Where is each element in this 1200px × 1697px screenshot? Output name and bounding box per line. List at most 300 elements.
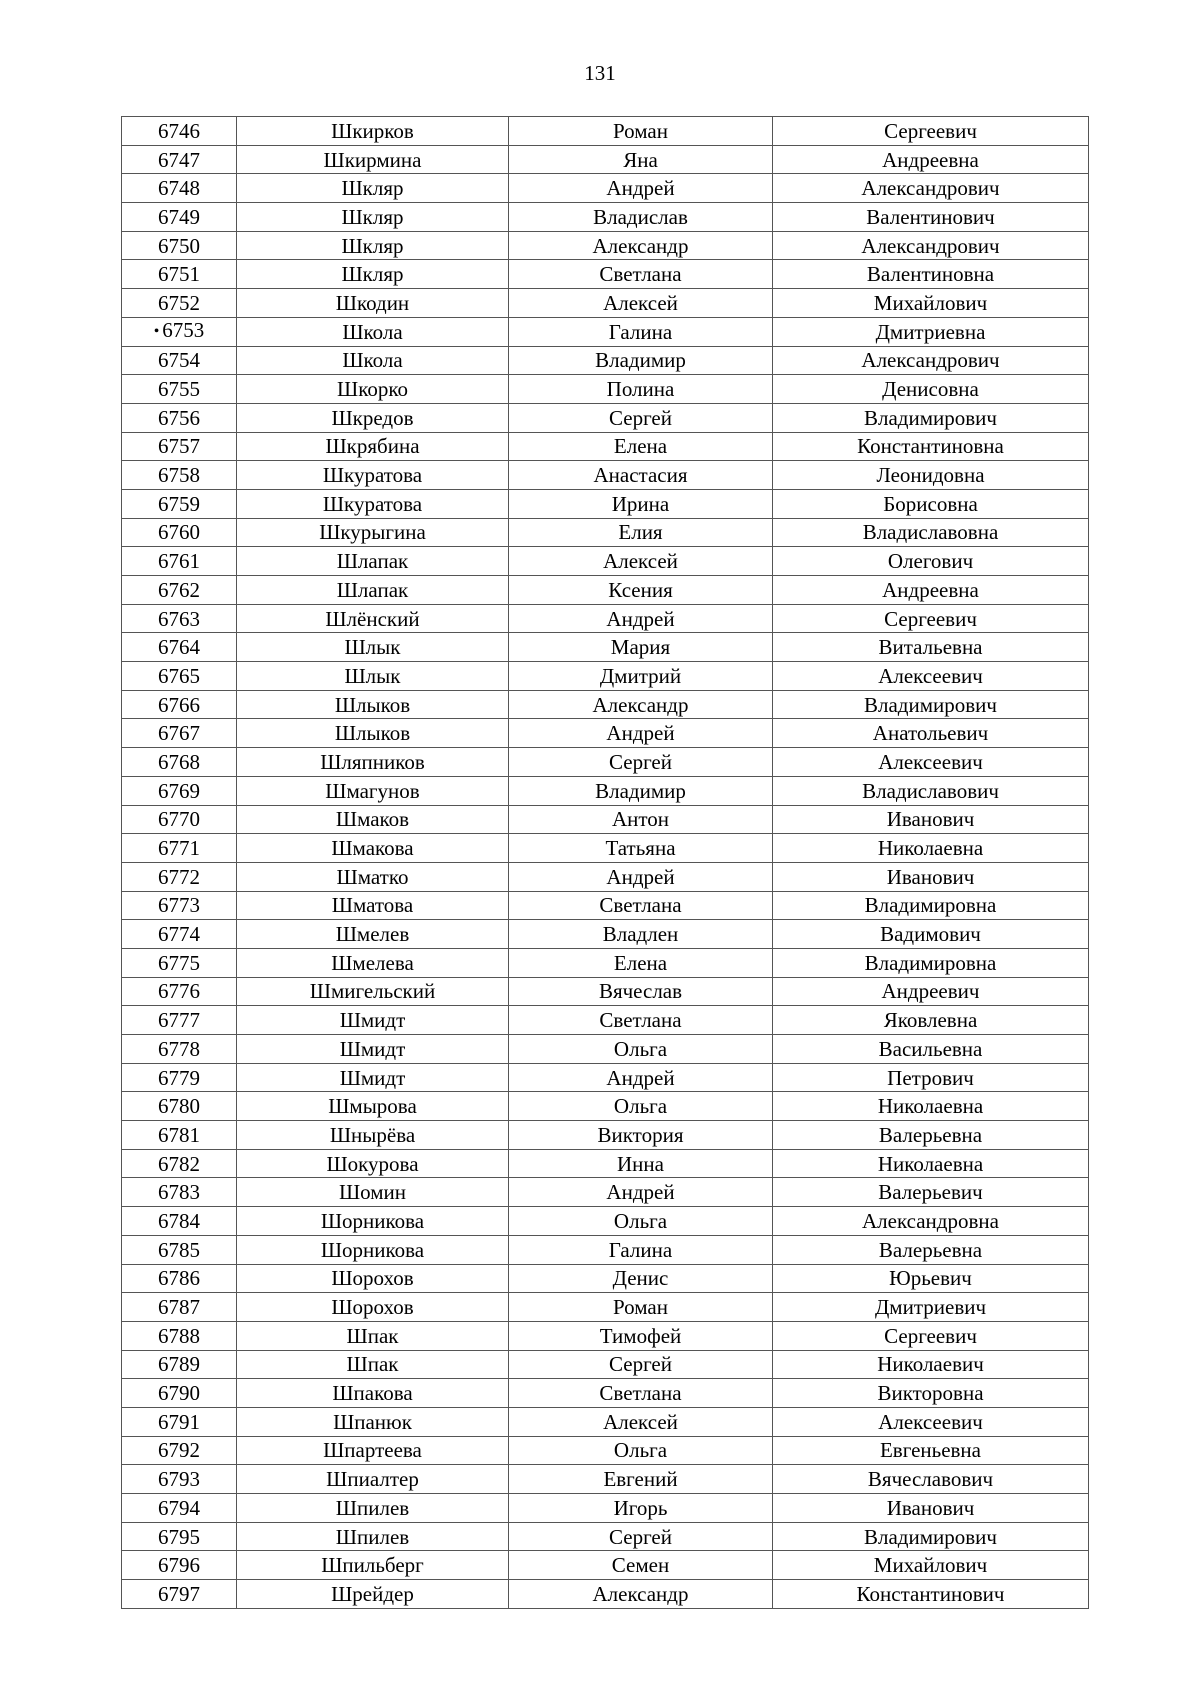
- first-name-text: Полина: [606, 377, 675, 402]
- first-name-cell: [509, 203, 773, 232]
- first-name-cell: [509, 489, 773, 518]
- table-row: [122, 346, 1089, 375]
- first-name-cell: [509, 891, 773, 920]
- patronymic-text: Викторовна: [877, 1381, 984, 1406]
- first-name-cell: [509, 260, 773, 289]
- patronymic-text: Владимирович: [864, 405, 997, 430]
- patronymic-cell: [773, 662, 1089, 691]
- row-number-cell: [122, 174, 237, 203]
- last-name-cell: [237, 576, 509, 605]
- table-row: [122, 1207, 1089, 1236]
- row-number-cell: [122, 920, 237, 949]
- first-name-cell: [509, 1407, 773, 1436]
- row-number-cell: [122, 776, 237, 805]
- last-name-cell: [237, 1407, 509, 1436]
- row-number-cell: [122, 862, 237, 891]
- patronymic-cell: [773, 1350, 1089, 1379]
- table-row: [122, 1092, 1089, 1121]
- row-number-cell: [122, 690, 237, 719]
- last-name-text: Шмырова: [328, 1094, 417, 1119]
- patronymic-text: Дмитриевна: [875, 319, 986, 344]
- row-number-cell: [122, 805, 237, 834]
- row-number-text: 6781: [158, 1122, 200, 1147]
- patronymic-cell: [773, 1235, 1089, 1264]
- first-name-cell: [509, 346, 773, 375]
- patronymic-cell: [773, 117, 1089, 146]
- first-name-text: Ксения: [608, 577, 673, 602]
- table-row: [122, 203, 1089, 232]
- patronymic-text: Михайлович: [873, 290, 988, 315]
- patronymic-text: Евгеньевна: [879, 1438, 981, 1463]
- last-name-text: Шорникова: [320, 1237, 425, 1262]
- last-name-text: Шомин: [338, 1180, 407, 1205]
- last-name-cell: [237, 1436, 509, 1465]
- patronymic-text: Александровна: [862, 1208, 999, 1233]
- table-row: [122, 1580, 1089, 1609]
- first-name-text: Сергей: [609, 749, 672, 774]
- table-row: [122, 834, 1089, 863]
- name-roster-table: [121, 116, 1089, 1609]
- first-name-text: Татьяна: [605, 836, 676, 861]
- patronymic-text: Константиновна: [857, 434, 1004, 459]
- table-row: [122, 289, 1089, 318]
- patronymic-text: Николаевна: [877, 1094, 984, 1119]
- table-row: [122, 174, 1089, 203]
- row-number-text: 6767: [158, 721, 200, 746]
- row-number-text: 6795: [158, 1524, 200, 1549]
- row-number-cell: [122, 489, 237, 518]
- last-name-cell: [237, 1522, 509, 1551]
- first-name-text: Елена: [613, 950, 668, 975]
- patronymic-text: Иванович: [886, 807, 975, 832]
- row-number-cell: [122, 891, 237, 920]
- table-row: [122, 805, 1089, 834]
- patronymic-cell: [773, 576, 1089, 605]
- table-row: [122, 489, 1089, 518]
- first-name-text: Сергей: [609, 1524, 672, 1549]
- row-number-text: 6746: [158, 118, 200, 143]
- patronymic-text: Александрович: [861, 176, 1000, 201]
- first-name-cell: [509, 977, 773, 1006]
- first-name-text: Светлана: [599, 1008, 682, 1033]
- row-number-text: 6779: [158, 1065, 200, 1090]
- patronymic-cell: [773, 203, 1089, 232]
- table-row: [122, 1035, 1089, 1064]
- first-name-text: Сергей: [609, 1352, 672, 1377]
- last-name-text: Шкодин: [335, 290, 410, 315]
- row-number-cell: [122, 518, 237, 547]
- patronymic-cell: [773, 1293, 1089, 1322]
- row-number-cell: [122, 1235, 237, 1264]
- patronymic-text: Владиславовна: [862, 520, 999, 545]
- table-row: [122, 576, 1089, 605]
- table-row: [122, 719, 1089, 748]
- row-number-text: 6776: [158, 979, 200, 1004]
- table-row: [122, 633, 1089, 662]
- patronymic-cell: [773, 1264, 1089, 1293]
- row-number-text: 6751: [158, 262, 200, 287]
- first-name-text: Сергей: [609, 405, 672, 430]
- row-number-cell: [122, 748, 237, 777]
- row-number-cell: [122, 1494, 237, 1523]
- table-row: [122, 662, 1089, 691]
- first-name-cell: [509, 1494, 773, 1523]
- row-number-text: 6790: [158, 1381, 200, 1406]
- first-name-text: Ольга: [613, 1438, 668, 1463]
- row-number-cell: [122, 1580, 237, 1609]
- row-number-text: 6763: [158, 606, 200, 631]
- patronymic-text: Анатольевич: [872, 721, 989, 746]
- patronymic-cell: [773, 719, 1089, 748]
- last-name-text: Шлапак: [336, 577, 409, 602]
- patronymic-cell: [773, 375, 1089, 404]
- table-row: [122, 1379, 1089, 1408]
- first-name-cell: [509, 1063, 773, 1092]
- first-name-text: Владлен: [602, 922, 679, 947]
- table-row: [122, 1551, 1089, 1580]
- row-number-cell: [122, 1264, 237, 1293]
- table-row: [122, 518, 1089, 547]
- patronymic-text: Александрович: [861, 348, 1000, 373]
- last-name-text: Шкуратова: [322, 491, 423, 516]
- row-number-cell: [122, 289, 237, 318]
- row-number-text: 6747: [158, 147, 200, 172]
- row-number-cell: [122, 834, 237, 863]
- row-number-text: 6794: [158, 1495, 200, 1520]
- patronymic-text: Алексеевич: [878, 1409, 983, 1434]
- row-number-cell: [122, 1121, 237, 1150]
- last-name-cell: [237, 805, 509, 834]
- first-name-cell: [509, 1580, 773, 1609]
- patronymic-cell: [773, 403, 1089, 432]
- patronymic-cell: [773, 1063, 1089, 1092]
- row-number-text: 6760: [158, 520, 200, 545]
- row-number-cell: [122, 1149, 237, 1178]
- row-number-text: 6754: [158, 348, 200, 373]
- last-name-cell: [237, 776, 509, 805]
- first-name-text: Андрей: [606, 864, 675, 889]
- patronymic-text: Сергеевич: [884, 1323, 977, 1348]
- table-row: [122, 862, 1089, 891]
- patronymic-cell: [773, 1522, 1089, 1551]
- first-name-cell: [509, 289, 773, 318]
- last-name-text: Шмигельский: [309, 979, 436, 1004]
- first-name-cell: [509, 174, 773, 203]
- patronymic-cell: [773, 805, 1089, 834]
- last-name-cell: [237, 145, 509, 174]
- row-number-cell: [122, 633, 237, 662]
- last-name-cell: [237, 1494, 509, 1523]
- row-number-text: 6784: [158, 1208, 200, 1233]
- first-name-cell: [509, 1207, 773, 1236]
- patronymic-text: Яковлевна: [883, 1008, 978, 1033]
- row-number-cell: [122, 231, 237, 260]
- first-name-cell: [509, 518, 773, 547]
- row-number-text: 6766: [158, 692, 200, 717]
- last-name-text: Шпак: [346, 1352, 399, 1377]
- last-name-cell: [237, 834, 509, 863]
- patronymic-text: Владимирович: [864, 692, 997, 717]
- patronymic-text: Андреевна: [882, 577, 979, 602]
- patronymic-text: Владимировна: [864, 893, 997, 918]
- first-name-cell: [509, 690, 773, 719]
- patronymic-cell: [773, 1379, 1089, 1408]
- first-name-text: Светлана: [599, 1381, 682, 1406]
- last-name-text: Шпанюк: [333, 1409, 412, 1434]
- last-name-cell: [237, 1293, 509, 1322]
- last-name-cell: [237, 203, 509, 232]
- first-name-text: Вячеслав: [598, 979, 683, 1004]
- table-row: [122, 1121, 1089, 1150]
- last-name-text: Шпильберг: [321, 1553, 424, 1578]
- patronymic-cell: [773, 547, 1089, 576]
- last-name-text: Шлыков: [334, 721, 411, 746]
- row-number-cell: [122, 1522, 237, 1551]
- row-number-text: 6775: [158, 950, 200, 975]
- row-number-cell: [122, 1063, 237, 1092]
- patronymic-cell: [773, 231, 1089, 260]
- first-name-text: Светлана: [599, 262, 682, 287]
- patronymic-cell: [773, 920, 1089, 949]
- patronymic-text: Валерьевна: [878, 1237, 983, 1262]
- first-name-cell: [509, 1321, 773, 1350]
- first-name-text: Галина: [608, 319, 673, 344]
- row-number-text: 6780: [158, 1094, 200, 1119]
- table-row: [122, 776, 1089, 805]
- patronymic-cell: [773, 891, 1089, 920]
- last-name-text: Шмелев: [335, 922, 410, 947]
- row-number-text: 6787: [158, 1295, 200, 1320]
- last-name-text: Шнырёва: [329, 1122, 416, 1147]
- first-name-text: Алексей: [603, 290, 678, 315]
- last-name-cell: [237, 662, 509, 691]
- table-row: [122, 432, 1089, 461]
- first-name-cell: [509, 948, 773, 977]
- last-name-text: Шмакова: [331, 836, 414, 861]
- row-number-cell: [122, 719, 237, 748]
- row-number-text: 6761: [158, 549, 200, 574]
- row-number-text: 6771: [158, 836, 200, 861]
- last-name-cell: [237, 633, 509, 662]
- bullet-mark: •: [153, 323, 160, 341]
- patronymic-text: Витальевна: [878, 635, 983, 660]
- last-name-text: Шматова: [331, 893, 414, 918]
- table-row: [122, 1436, 1089, 1465]
- last-name-text: Шмидт: [339, 1008, 406, 1033]
- patronymic-cell: [773, 346, 1089, 375]
- last-name-text: Шкляр: [341, 262, 404, 287]
- first-name-cell: [509, 1149, 773, 1178]
- last-name-cell: [237, 1379, 509, 1408]
- first-name-text: Андрей: [606, 606, 675, 631]
- last-name-text: Шпак: [346, 1323, 399, 1348]
- row-number-cell: [122, 461, 237, 490]
- patronymic-cell: [773, 776, 1089, 805]
- row-number-text: 6796: [158, 1553, 200, 1578]
- first-name-cell: [509, 662, 773, 691]
- patronymic-cell: [773, 1092, 1089, 1121]
- first-name-cell: [509, 1350, 773, 1379]
- last-name-text: Шмагунов: [325, 778, 420, 803]
- patronymic-cell: [773, 1035, 1089, 1064]
- row-number-cell: [122, 203, 237, 232]
- row-number-text: 6757: [158, 434, 200, 459]
- first-name-cell: [509, 862, 773, 891]
- row-number-cell: [122, 604, 237, 633]
- patronymic-text: Алексеевич: [878, 749, 983, 774]
- first-name-text: Ольга: [613, 1036, 668, 1061]
- first-name-cell: [509, 432, 773, 461]
- patronymic-cell: [773, 862, 1089, 891]
- row-number-cell: [122, 375, 237, 404]
- table-row: [122, 1522, 1089, 1551]
- last-name-text: Шляпников: [320, 749, 425, 774]
- last-name-text: Шматко: [336, 864, 409, 889]
- table-row: [122, 1350, 1089, 1379]
- last-name-cell: [237, 1321, 509, 1350]
- row-number-cell: [122, 346, 237, 375]
- row-number-text: 6756: [158, 405, 200, 430]
- patronymic-text: Александрович: [861, 233, 1000, 258]
- last-name-text: Шпакова: [332, 1381, 413, 1406]
- first-name-cell: [509, 1436, 773, 1465]
- patronymic-text: Владимирович: [864, 1524, 997, 1549]
- table-row: [122, 403, 1089, 432]
- last-name-cell: [237, 403, 509, 432]
- last-name-cell: [237, 289, 509, 318]
- patronymic-cell: [773, 690, 1089, 719]
- patronymic-cell: [773, 145, 1089, 174]
- patronymic-text: Борисовна: [883, 491, 978, 516]
- table-row: [122, 461, 1089, 490]
- table-row: [122, 948, 1089, 977]
- first-name-cell: [509, 1178, 773, 1207]
- last-name-text: Шокурова: [326, 1151, 419, 1176]
- row-number-text: 6785: [158, 1237, 200, 1262]
- patronymic-cell: [773, 1407, 1089, 1436]
- first-name-text: Андрей: [606, 721, 675, 746]
- patronymic-text: Денисовна: [882, 377, 979, 402]
- first-name-text: Алексей: [603, 549, 678, 574]
- first-name-text: Денис: [612, 1266, 669, 1291]
- last-name-text: Шкляр: [341, 204, 404, 229]
- patronymic-cell: [773, 174, 1089, 203]
- row-number-text: 6789: [158, 1352, 200, 1377]
- table-row: [122, 1321, 1089, 1350]
- row-number-text: 6755: [158, 377, 200, 402]
- last-name-cell: [237, 547, 509, 576]
- patronymic-cell: [773, 1494, 1089, 1523]
- last-name-cell: [237, 117, 509, 146]
- first-name-text: Владислав: [593, 204, 688, 229]
- first-name-text: Владимир: [595, 778, 686, 803]
- row-number-text: 6791: [158, 1409, 200, 1434]
- table-row: [122, 1006, 1089, 1035]
- last-name-cell: [237, 948, 509, 977]
- table-row: [122, 317, 1089, 346]
- last-name-text: Школа: [342, 348, 403, 373]
- row-number-text: 6758: [158, 463, 200, 488]
- first-name-cell: [509, 1465, 773, 1494]
- row-number-text: 6764: [158, 635, 200, 660]
- row-number-cell: [122, 1092, 237, 1121]
- first-name-text: Андрей: [606, 1065, 675, 1090]
- patronymic-cell: [773, 948, 1089, 977]
- first-name-cell: [509, 576, 773, 605]
- last-name-cell: [237, 1207, 509, 1236]
- first-name-text: Виктория: [597, 1122, 684, 1147]
- row-number-text: 6777: [158, 1008, 200, 1033]
- table-row: [122, 1293, 1089, 1322]
- patronymic-cell: [773, 834, 1089, 863]
- last-name-cell: [237, 1149, 509, 1178]
- last-name-cell: [237, 719, 509, 748]
- first-name-text: Андрей: [606, 176, 675, 201]
- patronymic-text: Иванович: [886, 864, 975, 889]
- last-name-text: Шпартеева: [323, 1438, 422, 1463]
- patronymic-text: Сергеевич: [884, 606, 977, 631]
- patronymic-cell: [773, 748, 1089, 777]
- row-number-cell: [122, 662, 237, 691]
- first-name-cell: [509, 604, 773, 633]
- first-name-text: Андрей: [606, 1180, 675, 1205]
- last-name-cell: [237, 375, 509, 404]
- first-name-cell: [509, 1092, 773, 1121]
- last-name-cell: [237, 862, 509, 891]
- row-number-cell: [122, 317, 237, 346]
- row-number-text: 6749: [158, 204, 200, 229]
- row-number-text: 6793: [158, 1467, 200, 1492]
- last-name-cell: [237, 1178, 509, 1207]
- first-name-text: Алексей: [603, 1409, 678, 1434]
- patronymic-cell: [773, 1149, 1089, 1178]
- patronymic-cell: [773, 1178, 1089, 1207]
- row-number-text: 6752: [158, 290, 200, 315]
- row-number-text: 6748: [158, 176, 200, 201]
- last-name-cell: [237, 1350, 509, 1379]
- table-row: [122, 117, 1089, 146]
- first-name-cell: [509, 719, 773, 748]
- table-row: [122, 1465, 1089, 1494]
- table-row: [122, 260, 1089, 289]
- table-row: [122, 375, 1089, 404]
- row-number-cell: [122, 117, 237, 146]
- table-row: [122, 1407, 1089, 1436]
- row-number-text: 6750: [158, 233, 200, 258]
- table-row: [122, 1178, 1089, 1207]
- row-number-cell: [122, 948, 237, 977]
- last-name-cell: [237, 891, 509, 920]
- row-number-text: 6778: [158, 1036, 200, 1061]
- last-name-text: Шорохов: [331, 1266, 414, 1291]
- table-row: [122, 145, 1089, 174]
- first-name-cell: [509, 776, 773, 805]
- patronymic-text: Дмитриевич: [874, 1295, 987, 1320]
- last-name-text: Школа: [342, 319, 403, 344]
- row-number-text: 6782: [158, 1151, 200, 1176]
- row-number-text: 6765: [158, 663, 200, 688]
- table-row: [122, 1149, 1089, 1178]
- first-name-cell: [509, 1551, 773, 1580]
- first-name-text: Ирина: [611, 491, 670, 516]
- patronymic-text: Михайлович: [873, 1553, 988, 1578]
- row-number-cell: [122, 1465, 237, 1494]
- patronymic-text: Николаевич: [877, 1352, 984, 1377]
- patronymic-cell: [773, 289, 1089, 318]
- patronymic-cell: [773, 604, 1089, 633]
- first-name-text: Мария: [610, 635, 671, 660]
- table-row: [122, 1494, 1089, 1523]
